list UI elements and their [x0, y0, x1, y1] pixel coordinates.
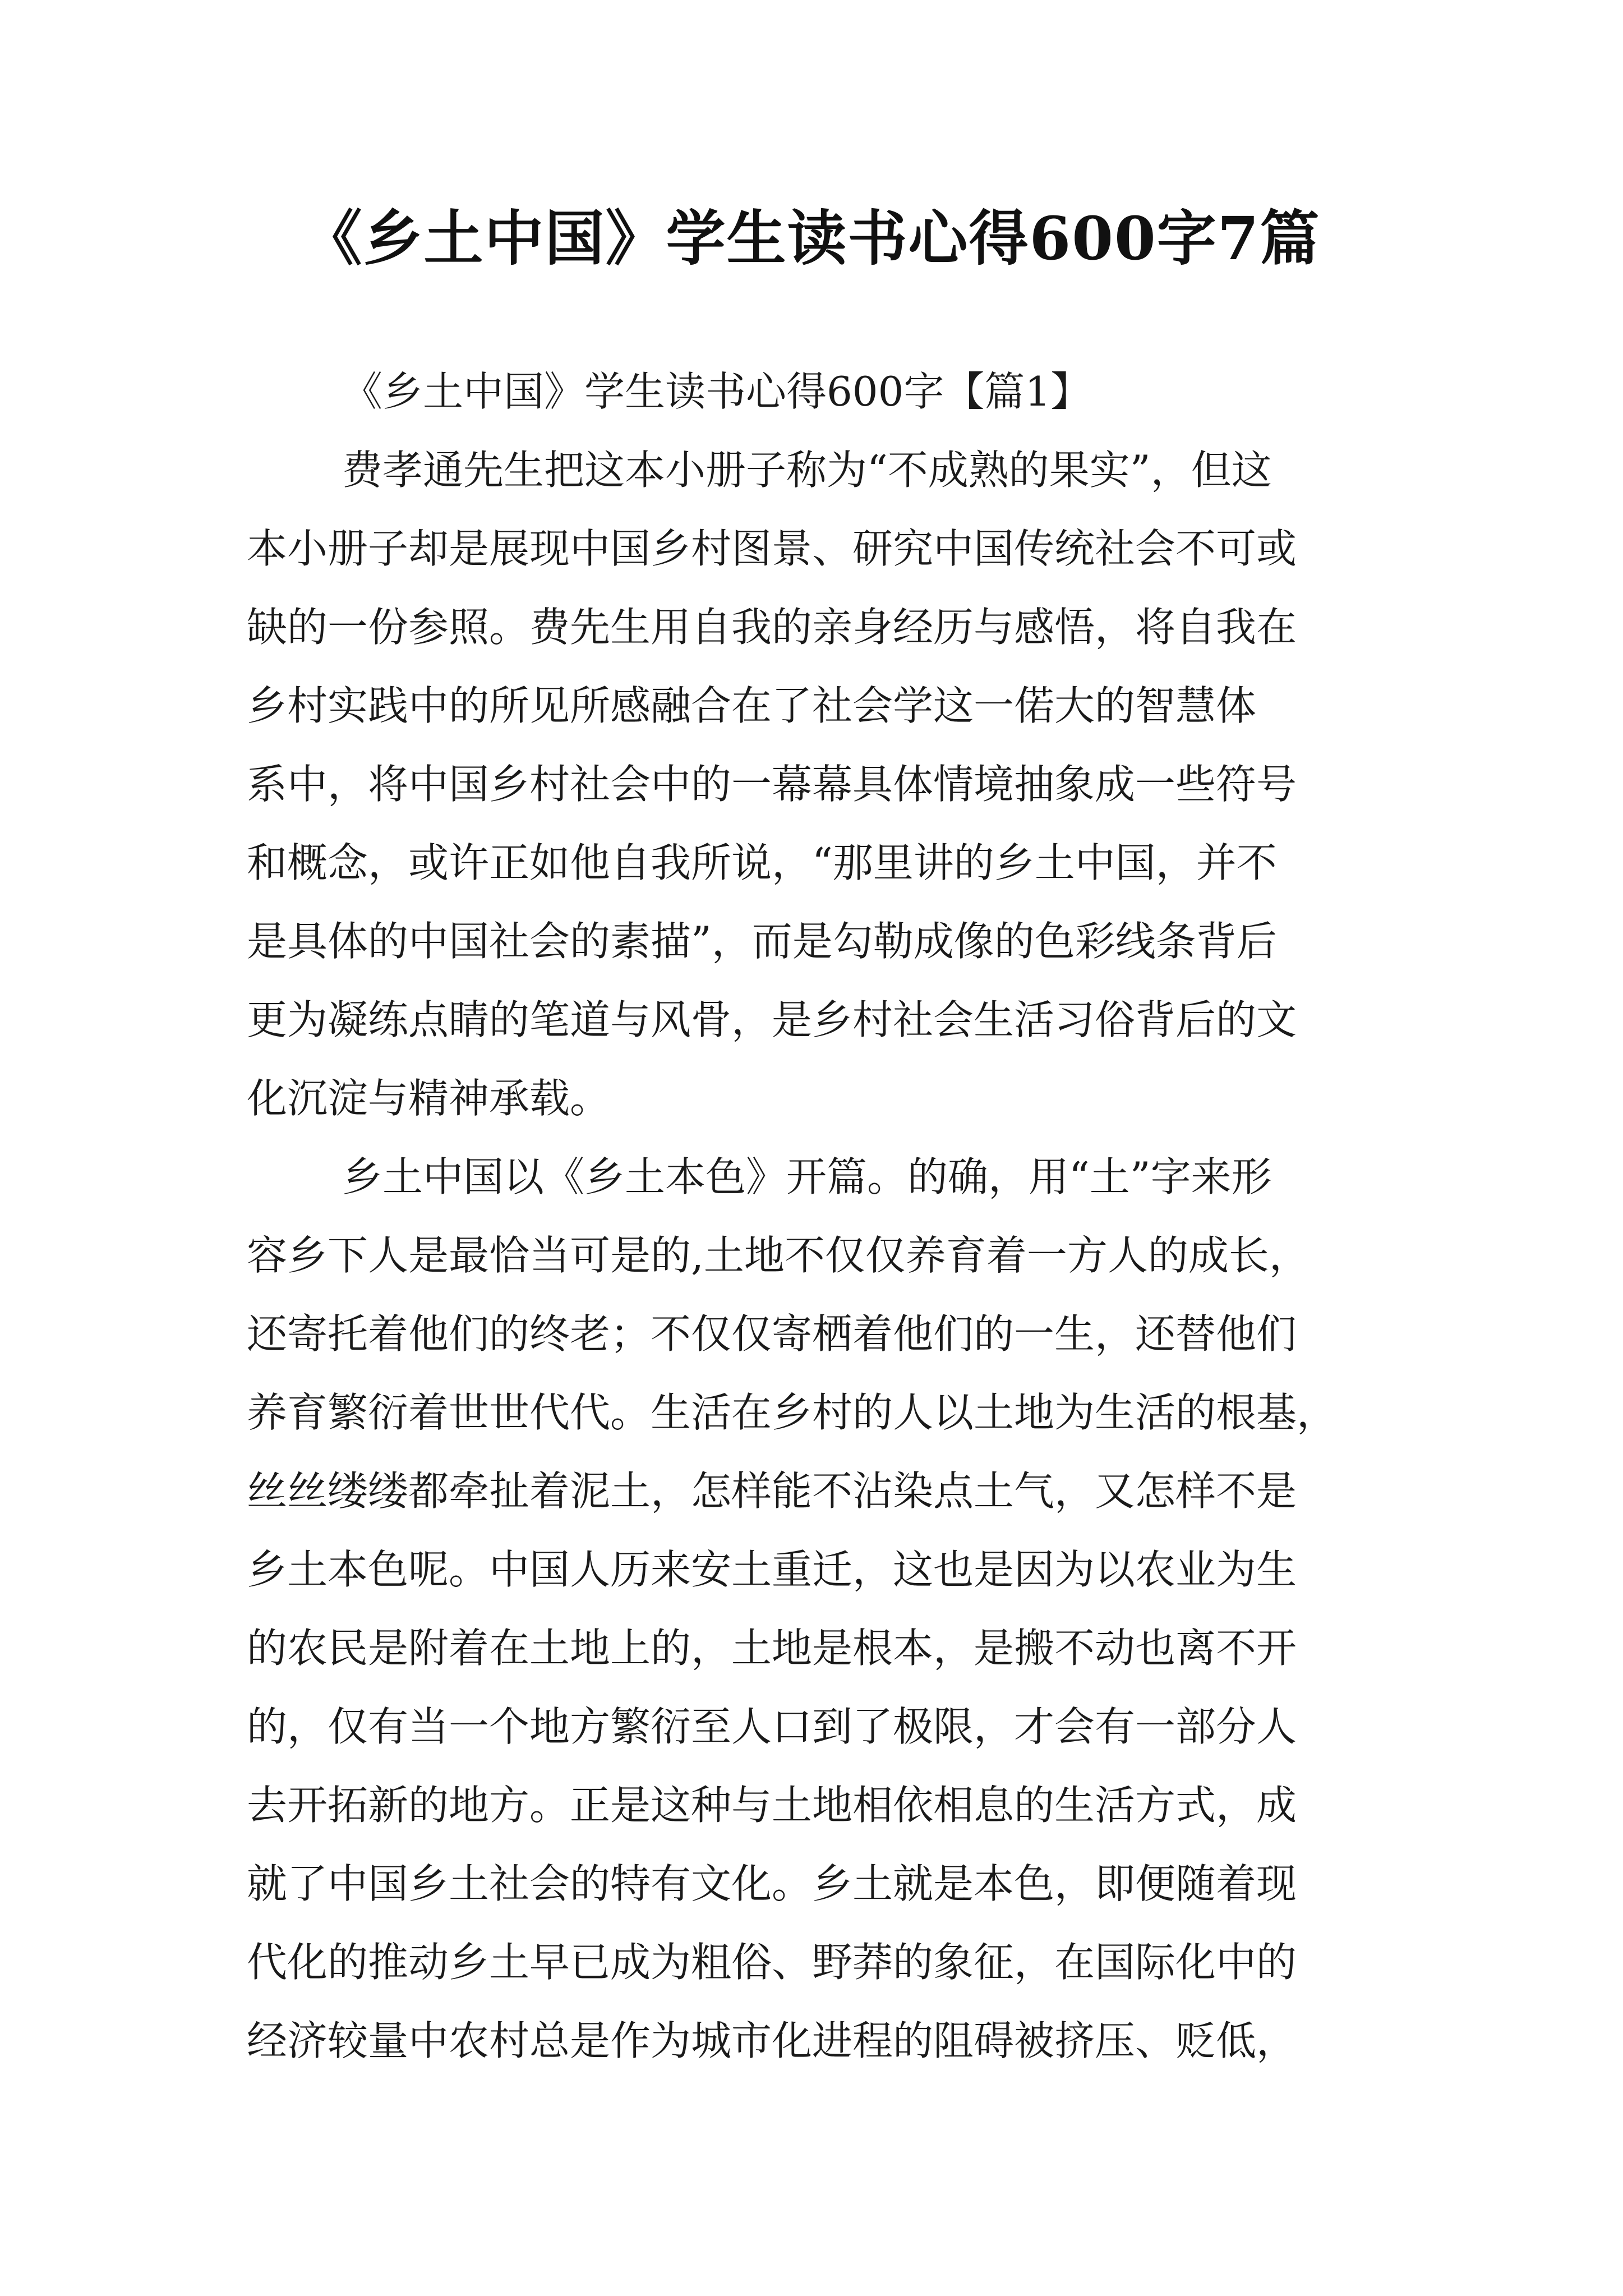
document-body	[247, 352, 1391, 2080]
paragraph-line: 化沉淀与精神承载。	[247, 1075, 611, 1122]
paragraph-line: 养育繁衍着世世代代。生活在乡村的人以土地为生活的根基，	[247, 1389, 1338, 1436]
paragraph-line: 乡村实践中的所见所感融合在了社会学这一偌大的智慧体	[247, 682, 1257, 729]
paragraph-line: 缺的一份参照。费先生用自我的亲身经历与感悟，将自我在	[247, 604, 1297, 651]
paragraph-line: 就了中国乡土社会的特有文化。乡土就是本色，即便随着现	[247, 1860, 1297, 1907]
paragraph-line: 更为凝练点睛的笔道与风骨，是乡村社会生活习俗背后的文	[247, 996, 1297, 1043]
paragraph-line: 代化的推动乡土早已成为粗俗、野莽的象征，在国际化中的	[247, 1939, 1297, 1986]
paragraph-2	[247, 1138, 1391, 2080]
section-heading: 《乡土中国》学生读书心得600字【篇1】	[342, 368, 1091, 415]
paragraph-line: 容乡下人是最恰当可是的,土地不仅仅养育着一方人的成长，	[247, 1232, 1310, 1279]
document-title: 《乡土中国》学生读书心得600字7篇	[302, 203, 1321, 273]
paragraph-line: 经济较量中农村总是作为城市化进程的阻碍被挤压、贬低，	[247, 2017, 1297, 2064]
paragraph-1	[247, 431, 1391, 1138]
paragraph-line: 丝丝缕缕都牵扯着泥土，怎样能不沾染点土气，又怎样不是	[247, 1467, 1297, 1515]
paragraph-line: 是具体的中国社会的素描”，而是勾勒成像的色彩线条背后	[247, 918, 1277, 965]
paragraph-line: 乡土本色呢。中国人历来安土重迁，这也是因为以农业为生	[247, 1546, 1297, 1593]
paragraph-line: 去开拓新的地方。正是这种与土地相依相息的生活方式，成	[247, 1782, 1297, 1829]
paragraph-line: 的，仅有当一个地方繁衍至人口到了极限，才会有一部分人	[247, 1703, 1297, 1750]
paragraph-line: 本小册子却是展现中国乡村图景、研究中国传统社会不可或	[247, 525, 1297, 572]
paragraph-line: 和概念，或许正如他自我所说，“那里讲的乡土中国，并不	[247, 839, 1277, 886]
paragraph-line: 乡土中国以《乡土本色》开篇。的确，用“土”字来形	[342, 1153, 1272, 1200]
paragraph-line: 还寄托着他们的终老；不仅仅寄栖着他们的一生，还替他们	[247, 1310, 1297, 1358]
paragraph-line: 费孝通先生把这本小册子称为“不成熟的果实”，但这	[342, 447, 1272, 494]
paragraph-line: 的农民是附着在土地上的，土地是根本，是搬不动也离不开	[247, 1625, 1297, 1672]
paragraph-line: 系中，将中国乡村社会中的一幕幕具体情境抽象成一些符号	[247, 761, 1297, 808]
